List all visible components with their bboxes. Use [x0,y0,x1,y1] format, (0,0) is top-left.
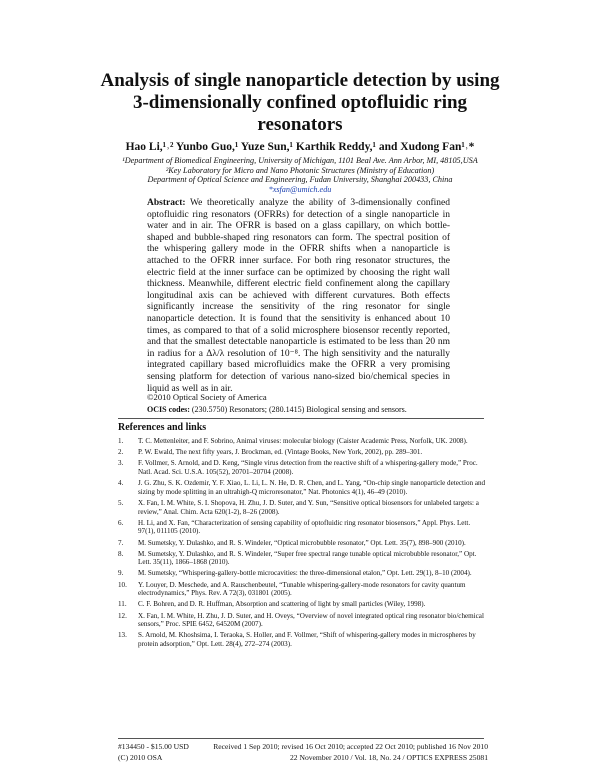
reference-item [118,612,488,629]
reference-item [118,499,488,516]
reference-text: S. Arnold, M. Khoshsima, I. Teraoka, S. Holler, and F. Vollmer, “Shift of whispering-gallery modes in microspheres by protein adsorption,” Opt. Lett. 28(4), 272–274 (2003). [138,631,476,648]
reference-number: 6. [118,518,124,527]
reference-item [118,479,488,496]
affiliation-3: Department of Optical Science and Engineering, Fudan University, Shanghai 200433, China [147,175,453,184]
abstract [147,198,450,395]
reference-number: 8. [118,549,124,558]
reference-number: 4. [118,479,124,488]
reference-text: F. Vollmer, S. Arnold, and D. Keng, “Single virus detection from the reactive shift of a whispering-gallery mode,” Proc. Natl. Acad. Sci. U.S.A. 105(52), 20701–20704 (2008). [138,459,478,476]
reference-text: M. Sumetsky, Y. Dulashko, and R. S. Windeler, “Super free spectral range tunable optical microbubble resonator,” Opt. Lett. 35(11), 1866–1868 (2010). [138,549,477,567]
reference-item [118,519,488,536]
reference-number: 5. [118,498,124,507]
manuscript-id: #134450 - $15.00 USD [118,742,189,751]
reference-text: H. Li, and X. Fan, “Characterization of sensing capability of optofluidic ring resonator biosensors,” Appl. Phys. Lett. 97(1), 011105 (2010). [138,518,471,536]
reference-text: J. G. Zhu, S. K. Ozdemir, Y. F. Xiao, L. Li, L. N. He, D. R. Chen, and L. Yang, “On-chip single nanoparticle detection and sizing by mode splitting in an ultrahigh-Q microresonator,” Nat. Photonics 4(1), 46–49 (2010). [138,479,486,496]
footer-row-1 [118,742,488,751]
reference-number: 7. [118,538,124,547]
reference-text: M. Sumetsky, “Whispering-gallery-bottle microcavities: the three-dimensional etalon,” Opt. Lett. 29(1), 8–10 (2004). [138,569,472,578]
reference-text: P. W. Ewald, The next fifty years, J. Brockman, ed. (Vintage Books, New York, 2002), pp. 289–301. [138,448,423,457]
affiliation-1: ¹Department of Biomedical Engineering, University of Michigan, 1101 Beal Ave. Ann Arbor, MI, 48105,USA [122,156,478,165]
reference-item [118,448,488,457]
paper-title: Analysis of single nanoparticle detection by using 3-dimensionally confined optofluidic ring resonators [100,70,500,135]
footer-divider [118,738,484,739]
journal-citation: 22 November 2010 / Vol. 18, No. 24 / OPTICS EXPRESS 25081 [289,753,488,762]
reference-item [118,550,488,567]
references-heading: References and links [118,422,207,433]
section-divider [118,418,484,419]
reference-number: 13. [118,631,127,640]
abstract-label: Abstract: [147,198,186,208]
reference-item [118,539,488,548]
ocis-text: (230.5750) Resonators; (280.1415) Biological sensing and sensors. [189,405,407,414]
reference-item [118,437,488,446]
reference-item [118,631,488,648]
reference-text: T. C. Mettenleiter, and F. Sobrino, Animal viruses: molecular biology (Caister Academic Press, Norfolk, UK. 2008). [138,437,468,445]
reference-number: 1. [118,437,124,445]
ocis-codes [147,405,467,414]
reference-item [118,459,488,476]
publication-dates: Received 1 Sep 2010; revised 16 Oct 2010; accepted 22 Oct 2010; published 16 Nov 2010 [213,742,488,751]
copyright-osa: (C) 2010 OSA [118,753,163,762]
reference-item [118,600,488,609]
affiliations [100,156,500,194]
reference-number: 2. [118,448,124,457]
reference-text: C. F. Bohren, and D. R. Huffman, Absorption and scattering of light by small particles (Wiley, 1998). [138,600,426,609]
abstract-text: We theoretically analyze the ability of 3-dimensionally confined optofluidic ring resonators (OFRRs) for detection of a single nanoparticle in water and in air. The OFRR is based on a glass capillary, on which bottle-shaped and bubble-shaped ring resonators can form. The spectral position of the whispering gallery mode in the OFRR shifts when a nanoparticle is attached to the OFRR inner surface. For both ring resonator structures, the electric field at the inner surface can be optimized by choosing the right wall thickness. Meanwhile, different electric field confinement along the capillary longitudinal axis can be achieved with different curvatures. Both effects significantly increase the sensitivity of the ring resonator for single nanoparticle detection. It is found that the sensitivity is enhanced about 10 times, as compared to that of a solid microsphere biosensor recently reported, and that the smallest detectable nanoparticle is estimated to be less than 20 nm in radius for a Δλ/λ resolution of 10⁻⁸. The high sensitivity and the naturally integrated capillary based microfluidics make the OFRR a very promising sensing platform for detection of various nano-sized bio/chemical species in liquid as well as in air. [147,198,450,394]
affiliation-2: ²Key Laboratory for Micro and Nano Photonic Structures (Ministry of Education) [165,165,435,175]
footer-row-2 [118,753,488,762]
reference-number: 12. [118,611,127,620]
reference-item [118,581,488,598]
reference-list [118,437,488,651]
author-list: Hao Li,¹˒² Yunbo Guo,¹ Yuze Sun,¹ Karthik Reddy,¹ and Xudong Fan¹˒* [125,141,475,153]
reference-number: 11. [118,600,127,609]
author-email-link[interactable]: *xsfan@umich.edu [268,184,332,194]
reference-text: Y. Louyer, D. Meschede, and A. Rauschenbeutel, “Tunable whispering-gallery-mode resonators for cavity quantum electrodynamics,” Phys. Rev. A 72(3), 031801 (2005). [138,580,466,598]
reference-text: X. Fan, I. M. White, H. Zhu, J. D. Suter, and H. Oveys, “Overview of novel integrated optical ring resonator bio/chemical sensors,” Proc. SPIE 6452, 64520M (2007). [138,611,484,629]
copyright-notice: ©2010 Optical Society of America [147,392,267,402]
reference-number: 10. [118,580,127,589]
ocis-label: OCIS codes: [147,405,190,414]
reference-text: M. Sumetsky, Y. Dulashko, and R. S. Windeler, “Optical microbubble resonator,” Opt. Lett. 35(7), 898–900 (2010). [138,538,466,547]
reference-number: 9. [118,569,124,578]
reference-number: 3. [118,459,124,468]
reference-item [118,569,488,578]
reference-text: X. Fan, I. M. White, S. I. Shopova, H. Zhu, J. D. Suter, and Y. Sun, “Sensitive optical biosensors for unlabeled targets: a review,” Anal. Chim. Acta 620(1-2), 8–26 (2008). [138,498,479,516]
